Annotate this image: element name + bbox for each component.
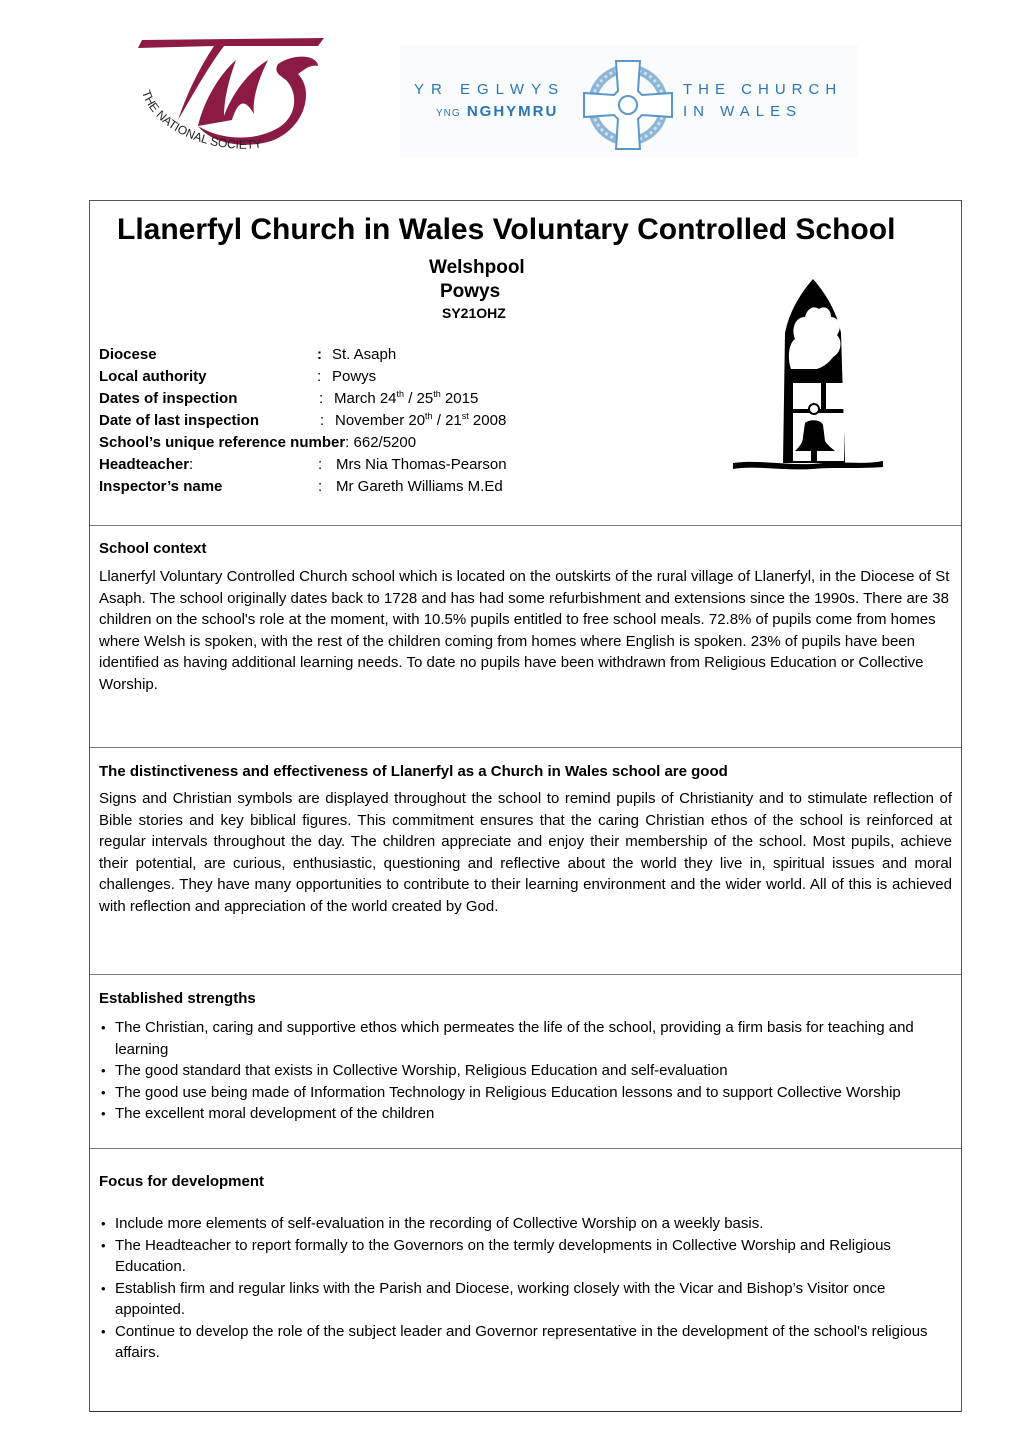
- info-row-local-authority: [99, 366, 416, 388]
- school-title: Llanerfyl Church in Wales Voluntary Controlled School: [117, 213, 896, 246]
- headteacher-label: Headteacher:: [99, 456, 194, 473]
- church-in-wales-logo: [400, 45, 858, 157]
- cw-english-line2: IN WALES: [683, 103, 803, 120]
- strengths-list: [99, 1017, 952, 1125]
- info-row-inspector: [99, 476, 503, 498]
- church-bell-window-drawing-icon: [733, 273, 883, 479]
- focus-list: [99, 1213, 952, 1364]
- cw-english-line1: THE CHURCH: [683, 81, 843, 98]
- national-society-logo: [128, 30, 348, 180]
- focus-for-development-heading: Focus for development: [99, 1173, 265, 1190]
- date-last-inspection-value: November 20th / 21st 2008: [335, 411, 507, 429]
- urn-label: School’s unique reference number: [99, 434, 346, 451]
- focus-item: • Include more elements of self-evaluation in the recording of Collective Worship on a weekly basis.: [99, 1213, 952, 1235]
- school-context-body: Llanerfyl Voluntary Controlled Church school which is located on the outskirts of the rural village of Llanerfyl, in the Diocese of St Asaph. The school originally dates back to 1728 and has had some refurbishment and extensions since the 1990s. There are 38 children on the school's role at the moment, with 10.5% pupils entitled to free school meals. 72.8% of pupils come from homes where Welsh is spoken, with the rest of the children coming from homes where English is spoken. 23% of pupils have been identified as having additional learning needs. To date no pupils have been withdrawn from Religious Education or Collective Worship.: [99, 568, 950, 693]
- info-row-dates-of-inspection: [99, 388, 479, 410]
- info-row-headteacher: [99, 454, 507, 476]
- strength-item: • The Christian, caring and supportive ethos which permeates the life of the school, providing a firm basis for teaching and learning: [99, 1017, 952, 1060]
- school-county: Powys: [440, 281, 501, 302]
- info-row-diocese: [99, 344, 416, 366]
- established-strengths-section: [90, 975, 961, 1149]
- school-header-section: [90, 201, 961, 526]
- cw-welsh-line2: YNG NGHYMRU: [436, 103, 559, 120]
- school-context-section: [90, 526, 961, 748]
- distinctiveness-body: Signs and Christian symbols are displayed throughout the school to remind pupils of Christianity and to stimulate reflection of Bible stories and key biblical figures. This commitment ensures that the caring Christian ethos of the school is reinforced at regular intervals throughout the day. The children appreciate and enjoy their membership of the school. Most pupils, achieve their potential, are curious, enthusiastic, questioning and reflective about the world they live in, spiritual issues and moral challenges. They have many opportunities to contribute to their learning environment and the wider world. All of this is achieved with reflection and appreciation of the world created by God.: [99, 790, 952, 915]
- local-authority-value: Powys: [332, 368, 377, 385]
- date-last-inspection-sep: :: [320, 412, 325, 429]
- urn-value: : 662/5200: [345, 434, 417, 451]
- local-authority-sep: :: [317, 368, 322, 385]
- info-row-date-last-inspection: [99, 410, 507, 432]
- school-town: Welshpool: [429, 257, 525, 278]
- national-society-logo-icon: [128, 30, 348, 180]
- inspector-value: Mr Gareth Williams M.Ed: [336, 478, 503, 495]
- info-row-urn: [99, 432, 416, 454]
- national-society-caption: THE NATIONAL SOCIETY: [139, 88, 263, 152]
- school-context-heading: School context: [99, 540, 207, 557]
- strength-item: • The good standard that exists in Collective Worship, Religious Education and self-evaluation: [99, 1060, 952, 1082]
- focus-item: • Establish firm and regular links with the Parish and Diocese, working closely with the Vicar and Bishop’s Visitor once appointed.: [99, 1278, 952, 1321]
- established-strengths-heading: Established strengths: [99, 990, 256, 1007]
- local-authority-label: Local authority: [99, 368, 207, 385]
- strength-item: • The good use being made of Information Technology in Religious Education lessons and to support Collective Worship: [99, 1082, 952, 1104]
- date-last-inspection-label: Date of last inspection: [99, 412, 260, 429]
- strength-item: • The excellent moral development of the children: [99, 1103, 952, 1125]
- distinctiveness-section: [90, 748, 961, 975]
- diocese-sep: :: [317, 346, 322, 363]
- cw-welsh-line1: YR EGLWYS: [414, 81, 566, 98]
- distinctiveness-heading: The distinctiveness and effectiveness of Llanerfyl as a Church in Wales school are good: [99, 763, 728, 780]
- focus-for-development-section: [90, 1149, 961, 1412]
- inspector-label: Inspector’s name: [99, 478, 223, 495]
- dates-of-inspection-sep: :: [319, 390, 324, 407]
- celtic-cross-icon: [578, 55, 678, 155]
- dates-of-inspection-value: March 24th / 25th 2015: [334, 389, 479, 407]
- focus-item: • The Headteacher to report formally to the Governors on the termly developments in Collective Worship and Religious Education.: [99, 1235, 952, 1278]
- diocese-label: Diocese: [99, 346, 157, 363]
- dates-of-inspection-label: Dates of inspection: [99, 390, 238, 407]
- headteacher-value: Mrs Nia Thomas-Pearson: [336, 456, 507, 473]
- report-frame: [89, 200, 962, 1412]
- school-postcode: SY21OHZ: [442, 305, 506, 321]
- focus-item: • Continue to develop the role of the subject leader and Governor representative in the development of the school's religious affairs.: [99, 1321, 952, 1364]
- inspector-sep: :: [318, 478, 323, 495]
- inspection-info: [99, 344, 507, 498]
- diocese-value: St. Asaph: [332, 346, 397, 363]
- headteacher-sep: :: [318, 456, 323, 473]
